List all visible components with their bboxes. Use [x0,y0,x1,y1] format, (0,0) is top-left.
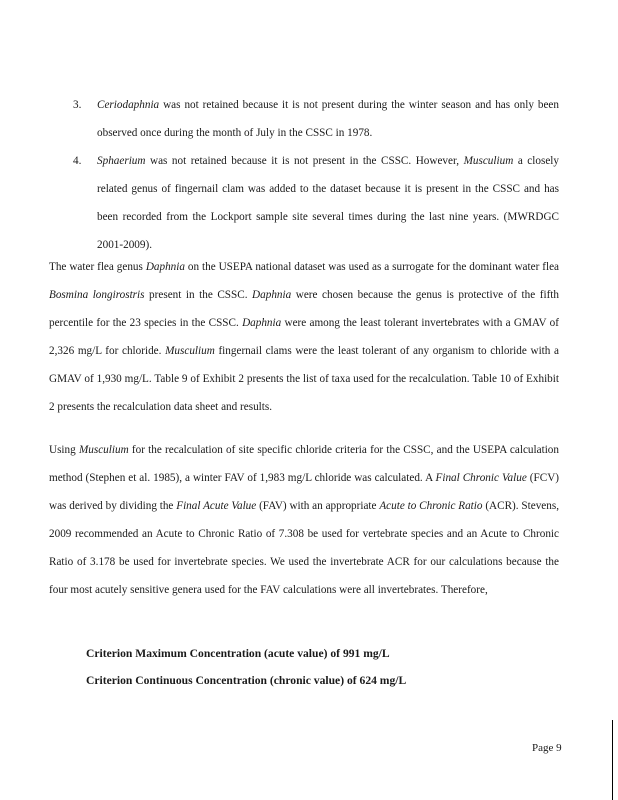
text-run: was not retained because it is not present in the CSSC. However, [145,155,464,167]
text-run: (FCV) was derived by dividing the [49,472,559,512]
list-number: 3. [73,99,82,111]
criterion-maximum-concentration: Criterion Maximum Concentration (acute value) of 991 mg/L [86,647,390,660]
list-item-3 [75,91,559,147]
list-text [97,91,559,147]
paragraph-musculium-recalculation [49,436,559,604]
list-item-4 [75,147,559,259]
text-run: a closely related genus of fingernail clam was added to the dataset because it is present in the CSSC and has been recorded from the Lockport sample site several times during the last nine years. (MWRDGC 2001-2009). [97,155,559,251]
text-run: was not retained because it is not present during the winter season and has only been observed once during the month of July in the CSSC in 1978. [97,99,559,139]
italic-term: Ceriodaphnia [97,99,160,111]
text-run: (FAV) with an appropriate [256,500,380,512]
text-run: present in the CSSC. [144,289,253,301]
text-run: were among the least tolerant invertebrates with a GMAV of 2,326 mg/L for chloride. [49,317,559,357]
italic-term: Musculium [463,155,514,167]
margin-rule [612,720,613,800]
criterion-continuous-concentration: Criterion Continuous Concentration (chronic value) of 624 mg/L [86,674,407,687]
text-run: fingernail clams were the least tolerant of any organism to chloride with a GMAV of 1,930 mg/L. Table 9 of Exhibit 2 presents the list of taxa used for the recalculation. Table 10 of Exhibit 2 presents the recalculation data sheet and results. [49,345,559,413]
text-run: for the recalculation of site specific chloride criteria for the CSSC, and the USEPA calculation method (Stephen et al. 1985), a winter FAV of 1,983 mg/L chloride was calculated. A [49,444,559,484]
italic-term: Daphnia [242,317,282,329]
text-run: Using [49,444,79,456]
text-run: on the USEPA national dataset was used as a surrogate for the dominant water flea [184,261,559,273]
italic-term: Musculium [165,345,215,357]
italic-term: Acute to Chronic Ratio [379,500,483,512]
page-number: Page 9 [532,742,562,754]
italic-term: Daphnia [145,261,185,273]
italic-term: Final Acute Value [176,500,257,512]
paragraph-daphnia-surrogate [49,253,559,421]
italic-term: Sphaerium [97,155,146,167]
text-run: (ACR). Stevens, 2009 recommended an Acute to Chronic Ratio of 7.308 be used for vertebrate species and an Acute to Chronic Ratio of 3.178 be used for invertebrate species. We used the invertebrate ACR for our calculations because the four most acutely sensitive genera used for the FAV calculations were all invertebrates. Therefore, [49,500,560,596]
italic-term: Musculium [78,444,129,456]
list-text [97,147,559,259]
italic-term: Final Chronic Value [435,472,527,484]
list-number: 4. [73,155,82,167]
text-run: were chosen because the genus is protective of the fifth percentile for the 23 species in the CSSC. [49,289,559,329]
italic-term: Daphnia [252,289,292,301]
italic-term: Bosmina longirostris [49,289,145,301]
text-run: The water flea genus [49,261,146,273]
